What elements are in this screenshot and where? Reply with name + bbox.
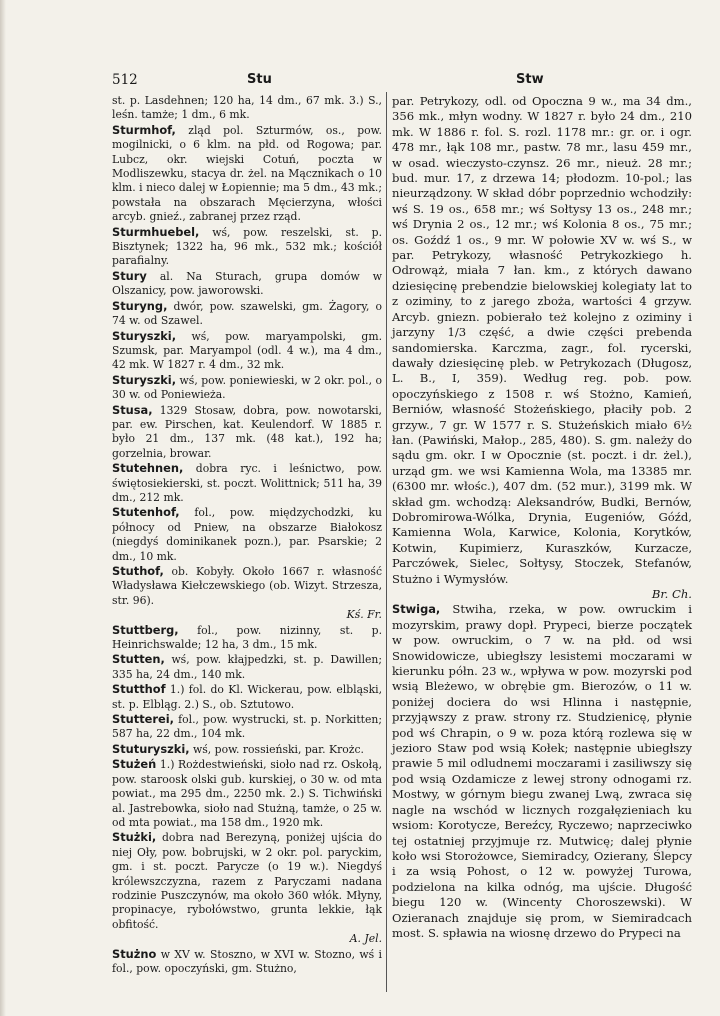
dictionary-entry xyxy=(112,123,382,225)
entry-headword: Stuttberg, xyxy=(112,622,179,637)
right-column xyxy=(392,94,692,941)
dictionary-entry xyxy=(112,623,382,653)
dictionary-entry xyxy=(112,225,382,269)
entry-headword: Stutthof xyxy=(112,682,166,697)
entry-text: al. Na Sturach, grupa domów w Olszanicy, pow. jaworowski. xyxy=(112,269,382,298)
entry-text: ob. Kobyły. Około 1667 r. własność Władysława Kiełczewskiego (ob. Wizyt. Strzesza, str. 96). xyxy=(112,565,382,607)
entry-headword: Stury xyxy=(112,268,147,283)
entry-headword: Stutten, xyxy=(112,652,165,667)
entry-headword: Sturmhof, xyxy=(112,122,176,137)
left-column xyxy=(112,94,382,976)
dictionary-entry xyxy=(112,947,382,977)
entry-text: 1.) Rożdestwieński, sioło nad rz. Oskołą, pow. staroosk olski gub. kurskiej, o 30 w. od mta powiat., ma 295 dm., 2250 mk. 2.) S. Tichwiński al. Jastrebowka, sioło nad Stużną, tamże, o 25 w. od mta powiat., ma 158 dm., 1920 mk. xyxy=(112,758,383,829)
dictionary-entry xyxy=(112,682,382,712)
page-header xyxy=(112,72,720,92)
entry-headword: Stuthof, xyxy=(112,564,164,578)
entry-headword: Sturmhuebel, xyxy=(112,224,200,239)
dictionary-entry xyxy=(112,712,382,742)
entry-headword: Stwiga, xyxy=(392,602,441,617)
dictionary-entry xyxy=(112,94,382,123)
dictionary-entry xyxy=(112,329,382,373)
entry-headword: Stużeń xyxy=(112,757,157,772)
dictionary-entry xyxy=(112,403,382,462)
entry-text: dobra ryc. i leśnictwo, pow. świętosiekierski, st. poczt. Wolittnick; 511 ha, 39 dm., 212 mk. xyxy=(112,462,382,504)
entry-text: wś, pow. rossieński, par. Krożc. xyxy=(193,742,364,756)
dictionary-entry xyxy=(112,269,382,299)
entry-text: fol., pow. wystrucki, st. p. Norkitten; 587 ha, 22 dm., 104 mk. xyxy=(112,713,382,741)
entry-text: wś, pow. poniewieski, w 2 okr. pol., o 30 w. od Poniewieża. xyxy=(112,373,383,402)
running-head-right: Stw xyxy=(516,72,544,87)
entry-text: w XV w. Stoszno, w XVI w. Stozno, wś i fol., pow. opoczyński, gm. Stużno, xyxy=(112,947,382,975)
entry-headword: Stusa, xyxy=(112,402,153,417)
dictionary-entry xyxy=(112,757,382,830)
dictionary-entry xyxy=(112,742,382,757)
dictionary-entry xyxy=(112,299,382,329)
dictionary-entry xyxy=(392,602,692,941)
entry-text: fol., pow. nizinny, st. p. Heinrichswalde; 12 ha, 3 dm., 15 mk. xyxy=(112,623,382,652)
entry-headword: Stutehnen, xyxy=(112,461,184,476)
entry-text: par. Petrykozy, odl. od Opoczna 9 w., ma 34 dm., 356 mk., młyn wodny. W 1827 r. było 24 dm., 210 mk. W 1886 r. fol. S. rozl. 1178 mr.: gr. or. i ogr. 478 mr., łąk 108 mr., pastw. 78 mr., lasu 459 mr., w osad. wieczysto-czynsz. 26 mr., nieuż. 28 mr.; bud. mur. 17, z drzewa 14; płodozm. 10-pol.; las nieurządzony. W skład dóbr poprzednio wchodziły: wś S. 19 os., 658 mr.; wś Sołtysy 13 os., 248 mr.; wś Drynia 2 os., 12 mr.; wś Kolonia 8 os., 75 mr.; os. Goźdź 1 os., 9 mr. W połowie XV w. wś S., w par. Petrykozy, własność Petrykozkiego h. Odrowąż, miała 7 łan. km., z których dawano dziesięcinę prebendzie bielowskiej kolegiaty lat to z oziminy, to z jarego zboża, wartości 4 grzyw. Arcyb. gniezn. pobierało też kolejno z oziminy i jarzyny 1/3 część, a dwie części prebenda sandomierska. Karczma, zagr., fol. rycerski, dawały dziesięcinę pleb. w Petrykozach (Długosz, L. B., I, 359). Według reg. pob. pow. opoczyńskiego z 1508 r. wś Stożno, Kamień, Berniów, własność Stożeńskiego, płaciły pob. 2 grzyw., 7 gr. W 1577 r. S. Stużeńskich miało 6½ łan. (Pawiński, Małop., 285, 480). S. gm. należy do sądu gm. okr. I w Opocznie (st. poczt. i dr. żel.), urząd gm. we wsi Kamienna Wola, ma 13385 mr. (6300 mr. włośc.), 407 dm. (52 mur.), 3199 mk. W skład gm. wchodzą: Aleksandrów, Budki, Bernów, Dobromirowa-Wólka, Drynia, Eugeniów, Góźd, Kamienna Wola, Karwice, Kolonia, Korytków, Kotwin, Kupimierz, Kuraszków, Kurzacze, Parczówek, Sielec, Sołtysy, Stoczek, Stefanów, Stużno i Wymysłów. xyxy=(392,94,692,586)
entry-headword: Sturyszki, xyxy=(112,328,177,343)
entry-text: wś, pow. kłajpedzki, st. p. Dawillen; 335 ha, 24 dm., 140 mk. xyxy=(112,653,383,681)
entry-text: zląd pol. Szturmów, os., pow. mogilnicki, o 6 klm. na płd. od Rogowa; par. Lubcz, okr. wiejski Cotuń, poczta w Modliszewku, stacya dr. żel. na Mącznikach o 10 klm. i nieco dalej w Łopiennie; ma 5 dm., 43 mk.; powstała na obszarach Męcierzyna, włości arcyb. gnieź., zabranej przez rząd. xyxy=(112,123,382,224)
entry-author-signature: Br. Ch. xyxy=(651,587,692,601)
entry-headword: Stużno xyxy=(112,946,157,961)
dictionary-entry xyxy=(112,373,382,403)
dictionary-entry xyxy=(112,830,382,946)
entry-author-signature: A. Jel. xyxy=(349,932,382,946)
page-number: 512 xyxy=(112,72,138,88)
entry-text: Stwiha, rzeka, w pow. owruckim i mozyrskim, prawy dopł. Prypeci, bierze początek w pow. owruckim, o 7 w. na płd. od wsi Snowidowicze, ubiegłszy lesistemi moczarami w kierunku półn. 23 w., wpływa w pow. mozyrski pod wsią Bleżewo, w obrębie gm. Bierozów, o 11 w. poniżej dociera do wsi Hlinna i następnie, przyjąwszy z praw. strony rz. Studzienicę, płynie pod wś Chrapin, o 9 w. poza którą rozlewa się w jezioro Staw pod wsią Kołek; następnie ubiegłszy prawie 5 mil odludnemi moczarami i zasiliwszy się pod wsią Ozdamicze z lewej strony odnogami rz. Mostwy, w górnym biegu zwanej Lwą, zwraca się nagle na wschód w licznych rozgałęzieniach ku wsiom: Korotycze, Bereźcy, Ryczewo; naprzeciwko tej ostatniej przyjmuje rz. Mutwicę; dalej płynie koło wsi Storożowce, Siemiradcy, Ozierany, Ślepcy i za wsią Pohost, o 12 w. powyżej Turowa, podzielona na kilka odnóg, ma ujście. Długość biegu 120 w. (Wincenty Choroszewski). W Ozieranach znajduje się prom, w Siemiradcach most. S. spławia na wiosnę drzewo do Prypeci na xyxy=(392,602,692,940)
entry-headword: Stużki, xyxy=(112,830,157,845)
dictionary-entry xyxy=(392,94,692,602)
dictionary-entry xyxy=(112,652,382,682)
entry-headword: Stutenhof, xyxy=(112,505,180,520)
page-edge-shadow xyxy=(0,0,6,1016)
dictionary-entry xyxy=(112,505,382,564)
entry-text: wś, pow. reszelski, st. p. Bisztynek; 1322 ha, 96 mk., 532 mk.; kościół parafialny. xyxy=(112,225,382,268)
entry-headword: Stuturyszki, xyxy=(112,741,190,756)
running-head-left: Stu xyxy=(247,72,272,87)
entry-text: 1.) fol. do Kl. Wickerau, pow. elbląski, st. p. Elbląg. 2.) S., ob. Sztutowo. xyxy=(112,683,383,711)
entry-author-signature: Kś. Fr. xyxy=(346,608,382,622)
dictionary-entry xyxy=(112,461,382,505)
entry-text: dobra nad Berezyną, poniżej ujścia do niej Oły, pow. bobrujski, w 2 okr. pol. paryckim, gm. i st. poczt. Parycze (o 19 w.). Niegdyś królewszczyzna, razem z Paryczami nadana rodzinie Puszczynów, ma około 360 włók. Młyny, propinacye, rybołówstwo, grunta lekkie, łąk obfitość. xyxy=(112,831,382,931)
entry-text: 1329 Stosaw, dobra, pow. nowotarski, par. ew. Pirschen, kat. Keulendorf. W 1885 r. było 21 dm., 137 mk. (48 kat.), 192 ha; gorzelnia, browar. xyxy=(112,403,382,460)
dictionary-entry xyxy=(112,564,382,623)
entry-text: dwór, pow. szawelski, gm. Żagory, o 74 w. od Szawel. xyxy=(112,299,382,328)
entry-text: wś, pow. maryampolski, gm. Szumsk, par. Maryampol (odl. 4 w.), ma 4 dm., 42 mk. W 1827 r. 4 dm., 32 mk. xyxy=(112,329,382,372)
entry-headword: Sturyszki, xyxy=(112,372,177,387)
entry-text: fol., pow. międzychodzki, ku północy od Pniew, na obszarze Białokosz (niegdyś dominikanek pozn.), par. Psarskie; 2 dm., 10 mk. xyxy=(112,506,382,563)
entry-headword: Sturyng, xyxy=(112,298,168,313)
column-divider xyxy=(386,92,387,992)
entry-headword: Stutterei, xyxy=(112,712,174,727)
entry-text: st. p. Lasdehnen; 120 ha, 14 dm., 67 mk. 3.) S., leśn. tamże; 1 dm., 6 mk. xyxy=(112,94,382,122)
